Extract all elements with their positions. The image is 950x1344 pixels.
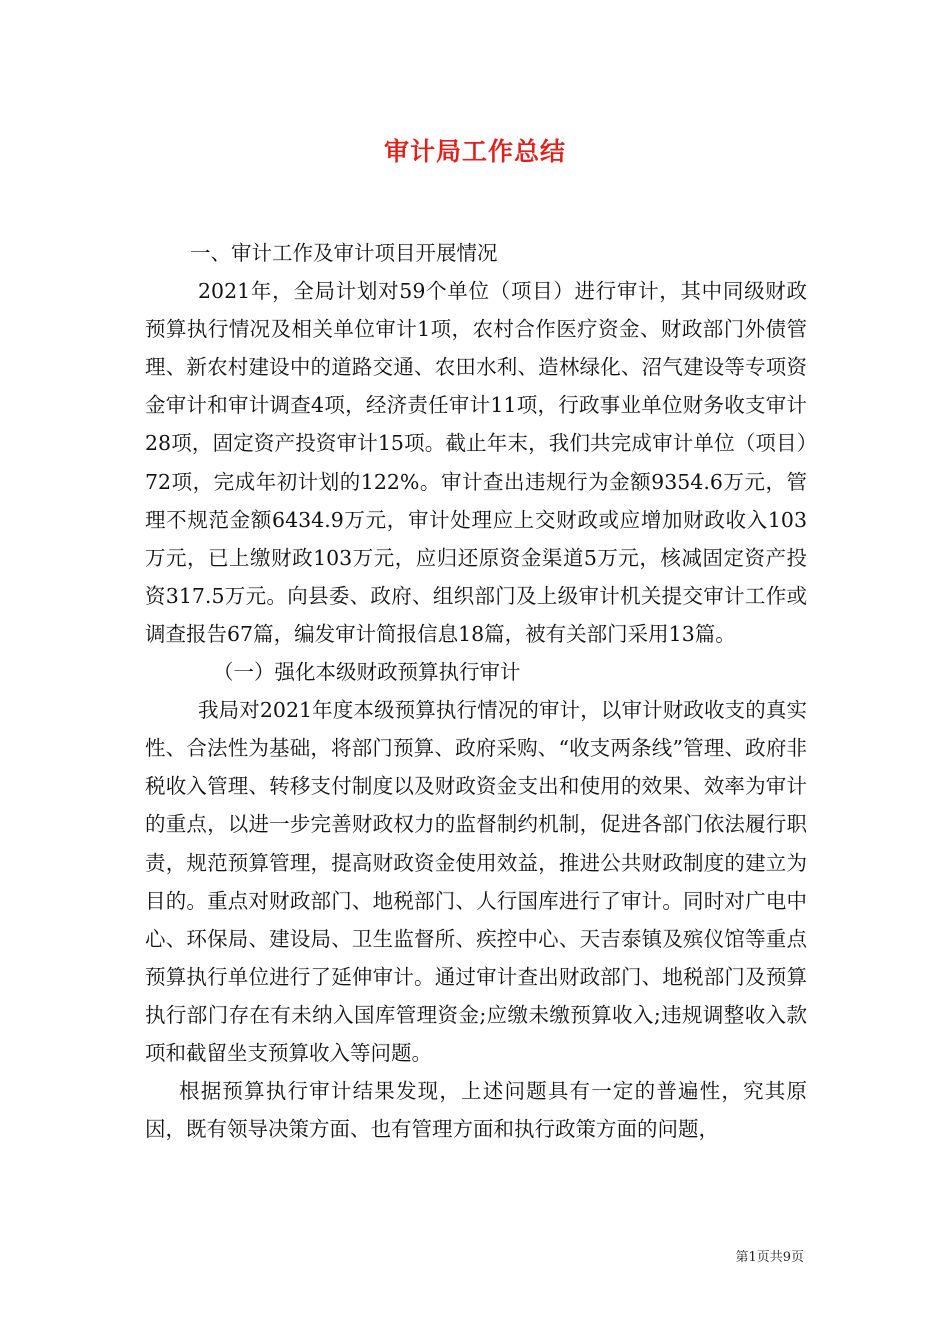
page-number: 第1页共9页 xyxy=(735,1250,804,1265)
paragraph-findings: 根据预算执行审计结果发现，上述问题具有一定的普遍性，究其原因，既有领导决策方面、也有管理方面和执行政策方面的问题， xyxy=(145,1079,807,1142)
paragraph-budget-audit: 我局对2021年度本级预算执行情况的审计，以审计财政收支的真实性、合法性为基础，将部门预算、政府采购、“收支两条线”管理、政府非税收入管理、转移支付制度以及财政资金支出和使用的效果、效率为审计的重点，以进一步完善财政权力的监督制约机制，促进各部门依法履行职责，规范预算管理，提高财政资金使用效益，推进公共财政制度的建立为目的。重点对财政部门、地税部门、人行国库进行了审计。同时对广电中心、环保局、建设局、卫生监督所、疾控中心、天吉泰镇及殡仪馆等重点预算执行单位进行了延伸审计。通过审计查出财政部门、地税部门及预算执行部门存在有未纳入国库管理资金;应缴未缴预算收入;违规调整收入款项和截留坐支预算收入等问题。 xyxy=(145,698,807,1065)
section-heading: 一、审计工作及审计项目开展情况 xyxy=(190,241,498,265)
page-title: 审计局工作总结 xyxy=(383,137,566,166)
document-body xyxy=(145,234,807,1148)
paragraph-overview: 2021年，全局计划对59个单位（项目）进行审计，其中同级财政预算执行情况及相关单位审计1项，农村合作医疗资金、财政部门外债管理、新农村建设中的道路交通、农田水利、造林绿化、沼气建设等专项资金审计和审计调查4项，经济责任审计11项，行政事业单位财务收支审计28项，固定资产投资审计15项。截止年末，我们共完成审计单位（项目）72项，完成年初计划的122%。审计查出违规行为金额9354.6万元，管理不规范金额6434.9万元，审计处理应上交财政或应增加财政收入103万元，已上缴财政103万元，应归还原资金渠道5万元，核减固定资产投资317.5万元。向县委、政府、组织部门及上级审计机关提交审计工作或调查报告67篇，编发审计简报信息18篇，被有关部门采用13篇。 xyxy=(145,279,807,646)
subsection-heading: （一）强化本级财政预算执行审计 xyxy=(213,660,521,685)
